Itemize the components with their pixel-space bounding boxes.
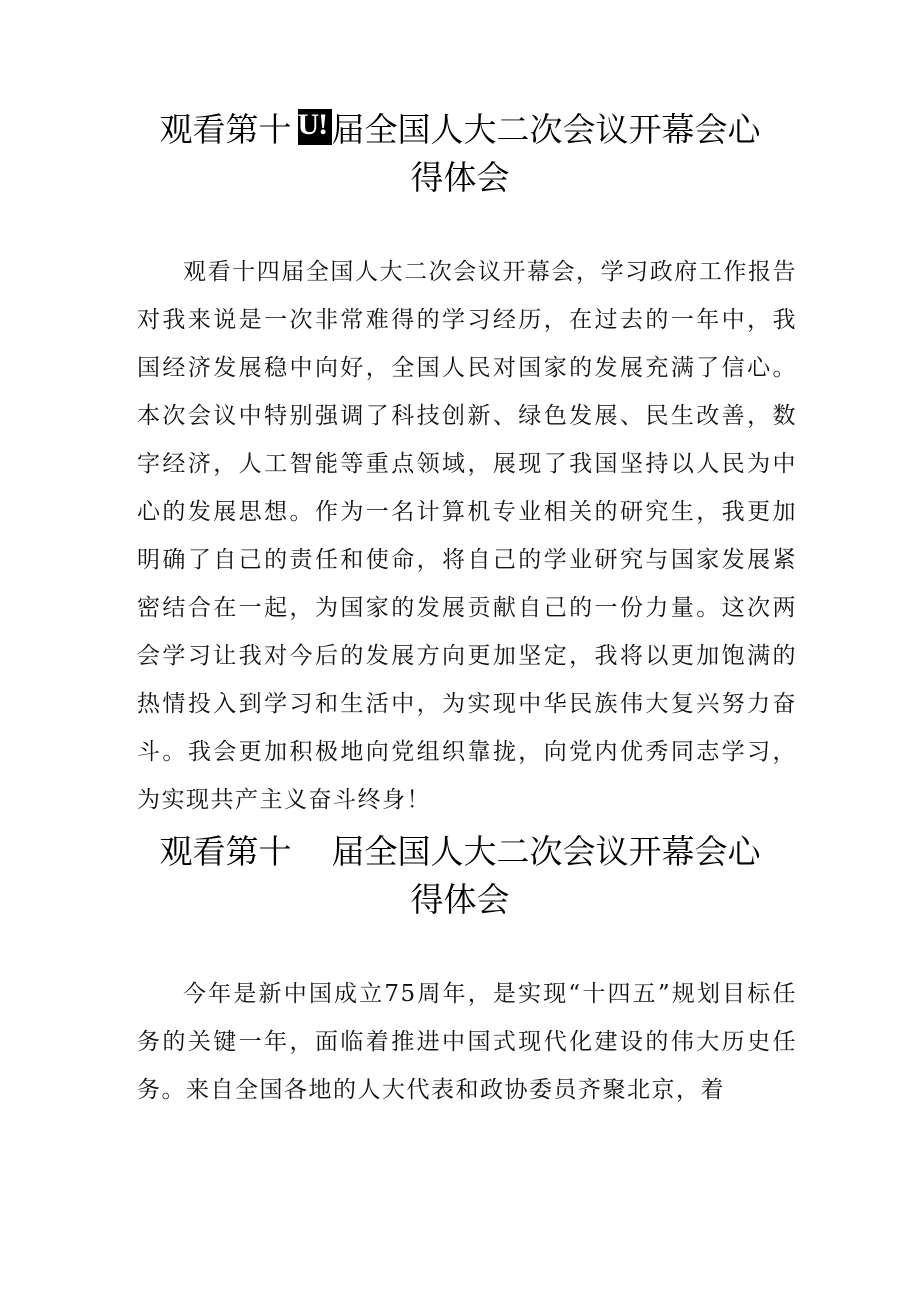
section-2-title: [0, 828, 920, 924]
section-1-title-line-1: [0, 106, 920, 154]
section-1-title-line-2: 得体会: [410, 158, 510, 197]
section-2-body: 今年是新中国成立75周年，是实现“十四五”规划目标任务的关键一年，面临着推进中国式现代化建设的伟大历史任务。来自全国各地的人大代表和政协委员齐聚北京，着: [137, 981, 797, 1103]
garbled-glyph-box: U!: [298, 109, 332, 145]
section-2-title-line-2: 得体会: [410, 880, 510, 919]
section-1-title-part-2: 届全国人大二次会议开幕会心: [331, 110, 761, 149]
missing-glyph-gap: [292, 835, 332, 865]
section-1-title-part-1: 观看第十: [159, 110, 292, 149]
missing-glyph-gap: [292, 108, 332, 143]
section-1-title: [0, 106, 920, 202]
section-2-title-part-1: 观看第十: [159, 832, 292, 871]
section-2-title-part-2: 届全国人大二次会议开幕会心: [331, 832, 761, 871]
section-1-body: 观看十四届全国人大二次会议开幕会，学习政府工作报告对我来说是一次非常难得的学习经历，在过去的一年中，我国经济发展稳中向好，全国人民对国家的发展充满了信心。本次会议中特别强调了科技创新、绿色发展、民生改善，数字经济，人工智能等重点领域，展现了我国坚持以人民为中心的发展思想。作为一名计算机专业相关的研究生，我更加明确了自己的责任和使命，将自己的学业研究与国家发展紧密结合在一起，为国家的发展贡献自己的一份力量。这次两会学习让我对今后的发展方向更加坚定，我将以更加饱满的热情投入到学习和生活中，为实现中华民族伟大复兴努力奋斗。我会更加积极地向党组织靠拢，向党内优秀同志学习，为实现共产主义奋斗终身！: [137, 259, 797, 813]
section-2-title-line-1: [0, 828, 920, 876]
